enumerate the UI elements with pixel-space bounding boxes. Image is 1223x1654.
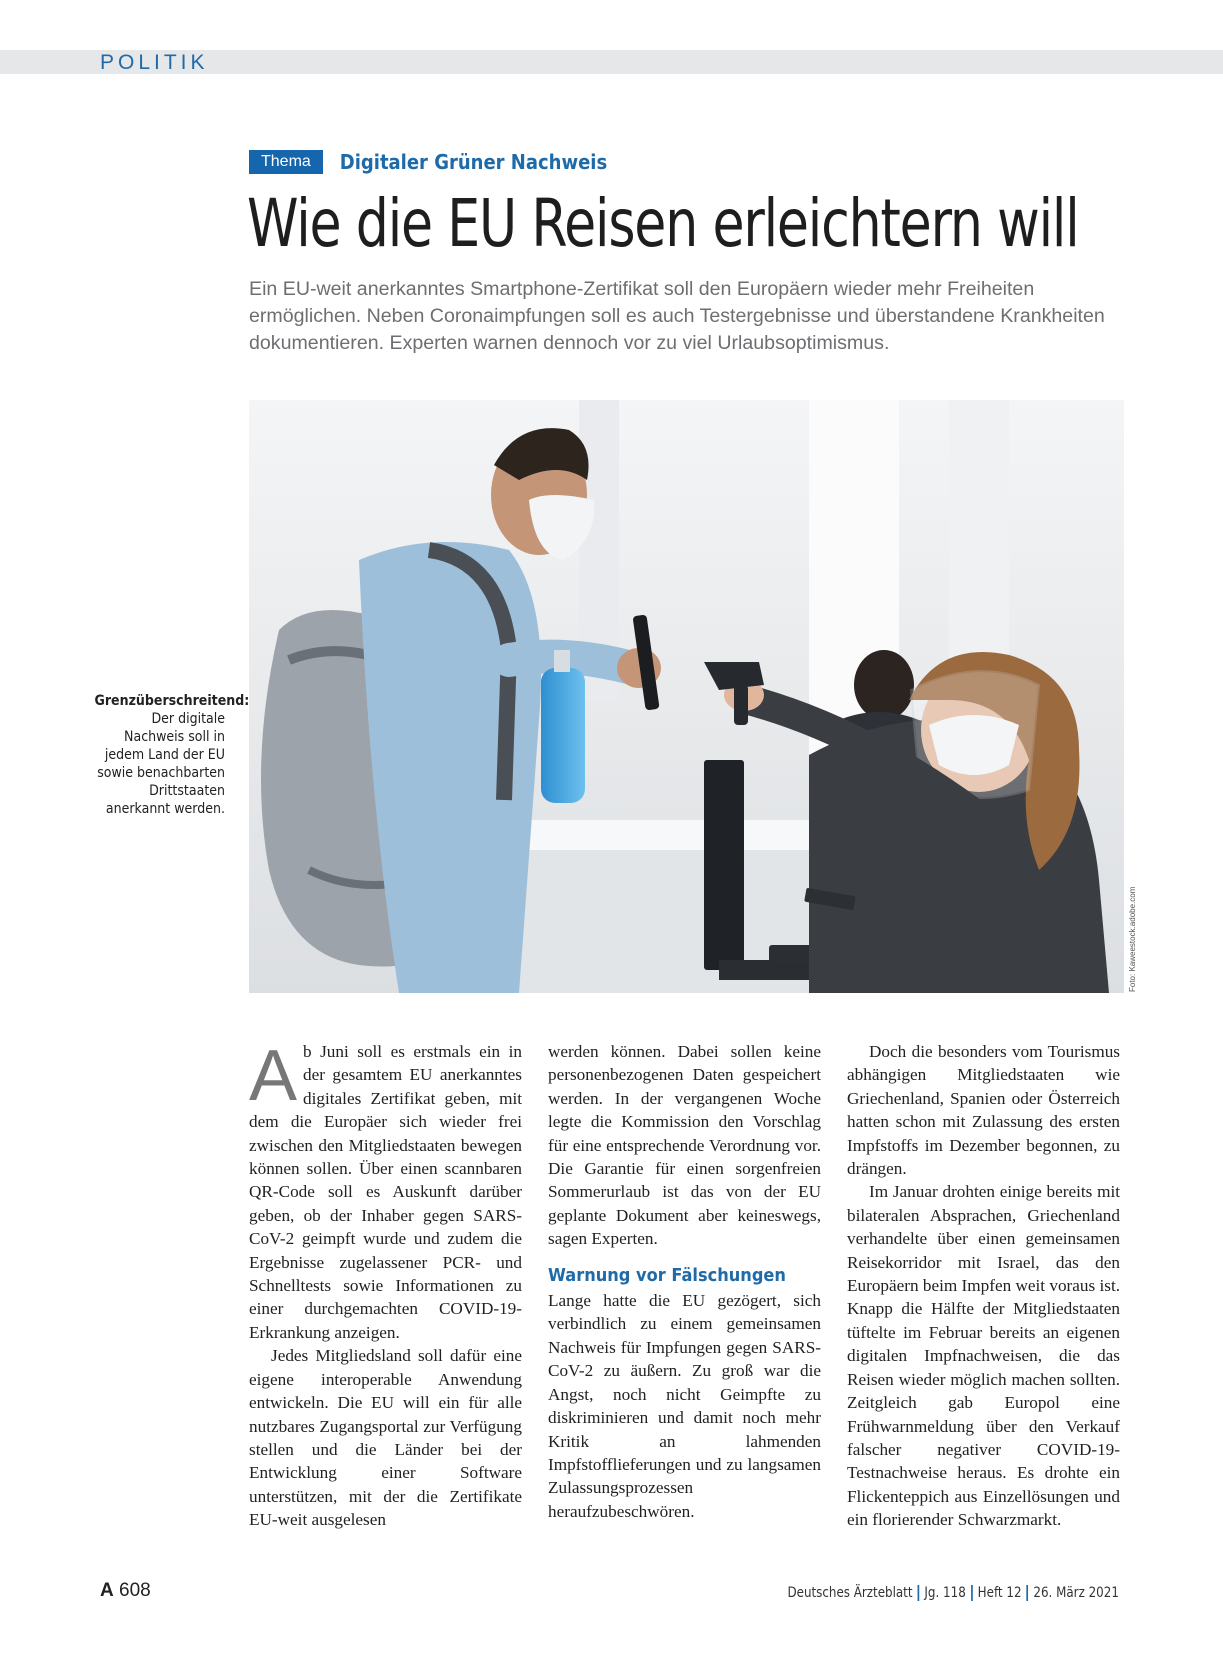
drop-cap: A	[249, 1036, 298, 1116]
journal-name: Deutsches Ärzteblatt	[787, 1585, 913, 1601]
page-number	[100, 1580, 151, 1602]
volume: Jg. 118	[924, 1585, 966, 1601]
thema-badge: Thema	[249, 150, 323, 174]
article-column-1	[249, 1036, 522, 1532]
separator	[971, 1585, 973, 1601]
body-text: b Juni soll es erstmals ein in der gesamtem EU anerkanntes digitales Zertifikat geben, mit dem die Europäer sich wieder frei zwischen den Mitgliedstaaten bewegen können sollen. Über einen scannbaren QR-Code soll es Auskunft darüber geben, ob der Inhaber gegen SARS-CoV-2 geimpft wurde und zudem die Ergebnisse zugelassener PCR- und Schnelltests sowie Informationen zu einer durchgemachten COVID-19-Erkrankung anzeigen.	[249, 1042, 522, 1342]
body-paragraph: Jedes Mitgliedsland soll dafür eine eigene interoperable Anwendung entwickeln. Die EU will ein für alle nutzbares Zugangsportal zur Verfügung stellen und die Länder bei der Entwicklung einer Software unterstützen, mit der die Zertifikate EU-weit ausgelesen	[249, 1346, 522, 1530]
footer-citation	[788, 1585, 1119, 1601]
article-photo	[249, 400, 1124, 993]
caption-lead: Grenzüberschreitend:	[94, 693, 250, 709]
body-paragraph: Im Januar drohten einige bereits mit bilateralen Absprachen, Griechenland verhandelte über einen gemeinsamen Reisekorridor mit Israel, das den Europäern beim Impfen weit voraus ist. Knapp die Hälfte der Mitgliedstaaten tüftelte im Februar bereits an eigenen digitalen Impfnachweisen, die das Reisen wieder möglich machen sollten. Zeitgleich gab Europol eine Frühwarnmeldung über den Verkauf falscher negativer COVID-19-Testnachweise heraus. Es drohte ein Flickenteppich aus Einzellösungen und ein florierender Schwarzmarkt.	[847, 1182, 1121, 1530]
issue: Heft 12	[977, 1585, 1022, 1601]
subheading: Warnung vor Fälschungen	[548, 1264, 786, 1286]
page-number-value: 608	[119, 1580, 151, 1601]
photo-caption	[94, 692, 250, 818]
section-label: POLITIK	[100, 51, 209, 74]
travelers-at-checkin-illustration	[249, 400, 1124, 993]
headline: Wie die EU Reisen erleichtern will	[247, 185, 1079, 262]
body-paragraph: werden können. Dabei sollen keine personenbezogenen Daten gespeichert werden. In der vergangenen Woche legte die Kommission den Vorschlag für eine entsprechende Verordnung vor. Die Garantie für einen sorgenfreien Sommerurlaub ist das von der EU geplante Dokument aber keineswegs, sagen Experten.	[548, 1042, 821, 1249]
article-column-2	[548, 1040, 821, 1523]
lead-paragraph: Ein EU-weit anerkanntes Smartphone-Zertifikat soll den Europäern wieder mehr Freiheiten ermöglichen. Neben Coronaimpfungen soll es auch Testergebnisse und überstandene Krankheiten dokumentieren. Experten warnen dennoch vor zu viel Urlaubsoptimismus.	[249, 278, 1105, 354]
caption-text: Der digitale Nachweis soll in jedem Land der EU sowie benachbarten Drittstaaten anerkannt werden.	[97, 711, 225, 817]
kicker	[249, 150, 607, 174]
issue-date: 26. März 2021	[1033, 1585, 1119, 1601]
body-paragraph: Doch die besonders vom Tourismus abhängigen Mitgliedstaaten wie Griechenland, Spanien oder Österreich hatten schon mit Zulassung des ersten Impfstoffs im Dezember begonnen, zu drängen.	[847, 1042, 1120, 1179]
kicker-title: Digitaler Grüner Nachweis	[339, 150, 608, 174]
separator	[918, 1585, 920, 1601]
body-paragraph	[249, 1036, 522, 1344]
page-prefix: A	[100, 1580, 114, 1601]
photo-credit: Foto: Kaweestock.adobe.com	[1128, 886, 1137, 992]
article-column-3	[847, 1040, 1120, 1532]
separator	[1027, 1585, 1029, 1601]
body-paragraph: Lange hatte die EU gezögert, sich verbindlich zu einem gemeinsamen Nachweis für Impfungen gegen SARS-CoV-2 zu äußern. Zu groß war die Angst, noch nicht Geimpfte zu diskriminieren und damit noch mehr Kritik an lahmenden Impfstofflieferungen und zu langsamen Zulassungsprozessen heraufzubeschwören.	[548, 1291, 821, 1521]
